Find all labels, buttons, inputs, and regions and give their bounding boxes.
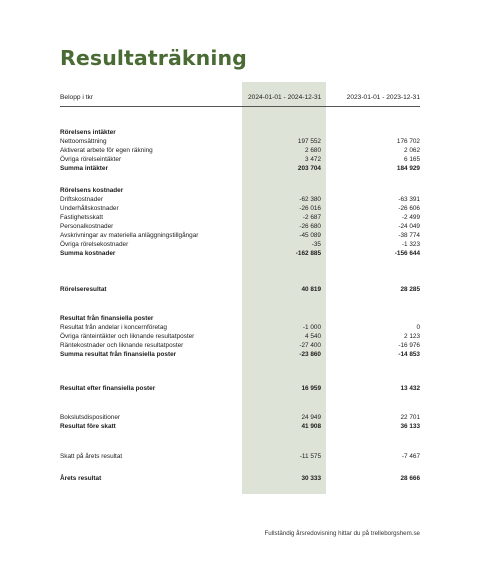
value-2024: 203 704 — [297, 165, 321, 172]
table-row — [60, 137, 420, 146]
row-label: Resultat efter finansiella poster — [60, 385, 156, 392]
value-2023: 6 165 — [404, 156, 420, 163]
value-2023: 36 133 — [400, 423, 420, 430]
row-label: Summa kostnader — [60, 250, 116, 257]
value-2023: 13 432 — [400, 385, 420, 392]
value-2023: 2 123 — [404, 333, 420, 340]
row-label: Övriga ränteintäkter och liknande resultatposter — [60, 333, 195, 340]
row-label: Summa intäkter — [60, 165, 108, 172]
table-header — [60, 94, 420, 106]
value-2024: 40 819 — [301, 286, 321, 293]
row-label: Nettoomsättning — [60, 138, 107, 145]
footer-note: Fullständig årsredovisning hittar du på trelleborgshem.se — [264, 530, 420, 537]
page-title: Resultaträkning — [60, 46, 247, 70]
value-2024: 30 333 — [301, 475, 321, 482]
value-2024: -27 400 — [299, 342, 321, 349]
table-row — [60, 213, 420, 222]
table-row — [60, 186, 420, 195]
value-2024: 2 680 — [305, 147, 321, 154]
row-label: Fastighetsskatt — [60, 214, 103, 221]
value-2023: 184 929 — [396, 165, 420, 172]
value-2024: -45 089 — [299, 232, 321, 239]
row-label: Övriga rörelseintäkter — [60, 156, 122, 163]
value-2023: -1 323 — [401, 241, 420, 248]
value-2024: -62 380 — [299, 196, 321, 203]
table-row — [60, 314, 420, 323]
value-2024: -1 000 — [302, 324, 321, 331]
value-2023: -14 853 — [398, 351, 420, 358]
table-row — [60, 146, 420, 155]
row-label: Rörelsens intäkter — [60, 129, 116, 136]
value-2024: -162 885 — [295, 250, 321, 257]
value-2023: -24 049 — [398, 223, 420, 230]
value-2024: 24 949 — [301, 414, 321, 421]
row-label: Resultat före skatt — [60, 423, 116, 430]
value-2024: 197 552 — [297, 138, 321, 145]
value-2024: -2 687 — [302, 214, 321, 221]
row-label: Summa resultat från finansiella poster — [60, 351, 177, 358]
value-2024: -23 860 — [299, 351, 321, 358]
value-2023: -2 499 — [401, 214, 420, 221]
row-label: Avskrivningar av materiella anläggningstillgångar — [60, 232, 199, 239]
table-row — [60, 422, 420, 431]
value-2023: 176 702 — [396, 138, 420, 145]
value-2023: -26 606 — [398, 205, 420, 212]
value-2023: -156 644 — [394, 250, 420, 257]
value-2024: -26 016 — [299, 205, 321, 212]
table-row — [60, 249, 420, 258]
value-2024: 41 908 — [301, 423, 321, 430]
table-row — [60, 195, 420, 204]
row-label: Driftskostnader — [60, 196, 103, 203]
column-header-2024: 2024-01-01 - 2024-12-31 — [248, 94, 322, 101]
table-row — [60, 323, 420, 332]
table-row — [60, 332, 420, 341]
value-2024: -35 — [311, 241, 321, 248]
table-row — [60, 128, 420, 137]
row-label: Aktiverat arbete för egen räkning — [60, 147, 153, 154]
value-2024: 3 472 — [305, 156, 321, 163]
table-row — [60, 204, 420, 213]
value-2023: -16 976 — [398, 342, 420, 349]
value-2024: -26 680 — [299, 223, 321, 230]
value-2023: -63 391 — [398, 196, 420, 203]
unit-label: Belopp i tkr — [60, 94, 93, 101]
table-row — [60, 452, 420, 461]
table-row — [60, 231, 420, 240]
row-label: Rörelsens kostnader — [60, 187, 124, 194]
value-2024: 4 540 — [305, 333, 321, 340]
value-2023: 22 701 — [400, 414, 420, 421]
row-label: Resultat från finansiella poster — [60, 315, 154, 322]
value-2023: 0 — [416, 324, 420, 331]
table-row — [60, 341, 420, 350]
value-2024: 16 959 — [301, 385, 321, 392]
table-row — [60, 474, 420, 483]
row-label: Övriga rörelsekostnader — [60, 241, 129, 248]
value-2023: 2 062 — [404, 147, 420, 154]
row-label: Rörelseresultat — [60, 286, 107, 293]
value-2023: -38 774 — [398, 232, 420, 239]
table-row — [60, 413, 420, 422]
value-2023: -7 467 — [401, 453, 420, 460]
row-label: Personalkostnader — [60, 223, 114, 230]
table-row — [60, 350, 420, 359]
value-2024: -11 575 — [299, 453, 321, 460]
row-label: Årets resultat — [60, 475, 102, 482]
row-label: Underhållskostnader — [60, 205, 119, 212]
row-label: Skatt på årets resultat — [60, 453, 123, 460]
row-label: Bokslutsdispositioner — [60, 414, 121, 421]
table-row — [60, 222, 420, 231]
table-row — [60, 164, 420, 173]
table-row — [60, 384, 420, 393]
table-row — [60, 285, 420, 294]
row-label: Resultat från andelar i koncernföretag — [60, 324, 167, 331]
value-2023: 28 666 — [400, 475, 420, 482]
column-header-2023: 2023-01-01 - 2023-12-31 — [346, 94, 420, 101]
table-row — [60, 240, 420, 249]
row-label: Räntekostnader och liknande resultatposter — [60, 342, 184, 349]
table-row — [60, 155, 420, 164]
header-rule — [60, 106, 420, 107]
value-2023: 28 285 — [400, 286, 420, 293]
